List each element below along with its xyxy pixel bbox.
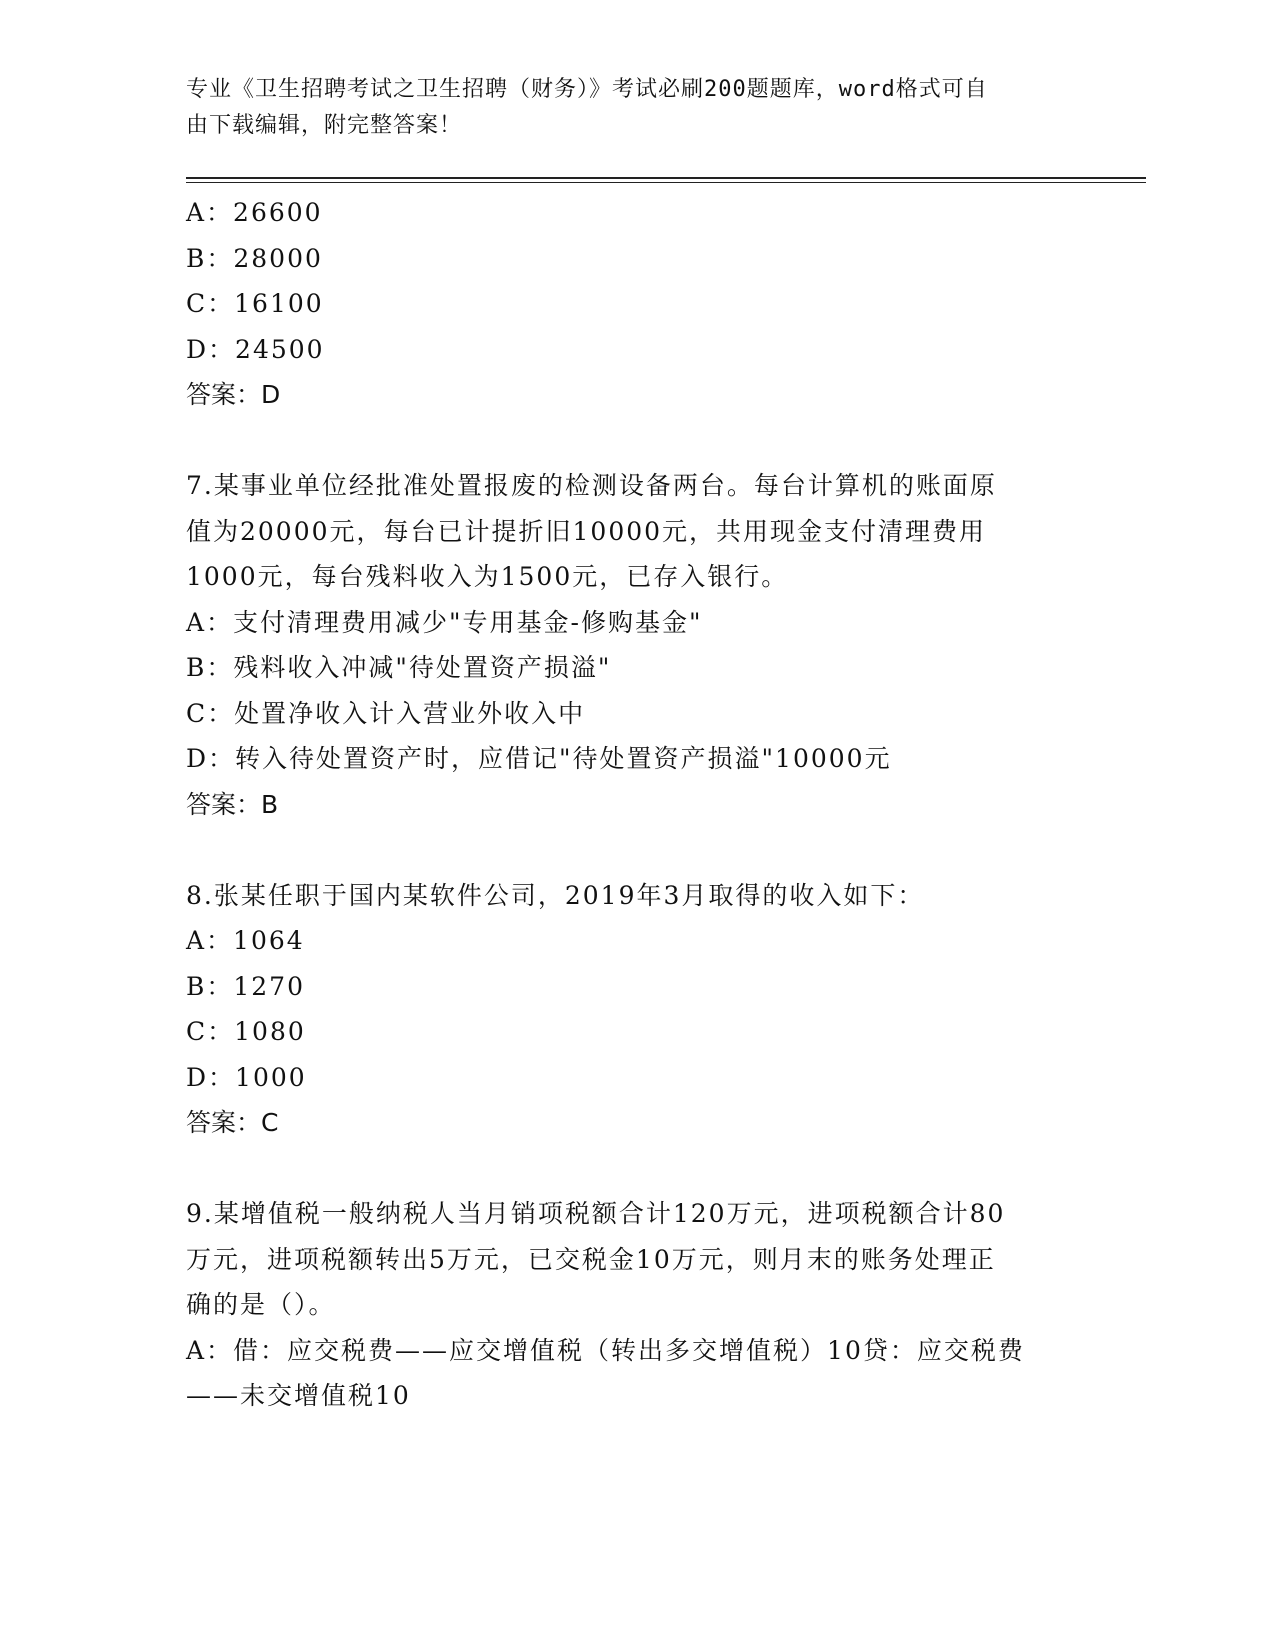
answer: 答案：D — [186, 380, 281, 409]
question-9 — [186, 1191, 1146, 1419]
option-b: B：残料收入冲减"待处置资产损溢" — [186, 653, 612, 682]
header-divider-thick — [186, 177, 1146, 179]
option-c: C：1080 — [186, 1017, 306, 1046]
option-b: B：28000 — [186, 243, 323, 273]
question-stem-line: 值为20000元，每台已计提折旧10000元，共用现金支付清理费用 — [186, 516, 987, 546]
header-divider-thin — [186, 182, 1146, 183]
question-7 — [186, 463, 1146, 827]
question-8 — [186, 873, 1146, 1146]
option-c: C：16100 — [186, 289, 324, 318]
page-header — [186, 72, 1046, 144]
question-stem-line: 8.张某任职于国内某软件公司，2019年3月取得的收入如下： — [186, 880, 925, 910]
question-stem-line: 7.某事业单位经批准处置报废的检测设备两台。每台计算机的账面原 — [186, 471, 997, 500]
question-stem-line: 确的是（）。 — [186, 1290, 336, 1319]
option-a: A：26600 — [186, 198, 323, 227]
question-stem-line: 1000元，每台残料收入为1500元，已存入银行。 — [186, 562, 789, 591]
header-title-line-1: 专业《卫生招聘考试之卫生招聘（财务）》考试必刷200题题库，word格式可自 — [186, 77, 988, 102]
option-c: C：处置净收入计入营业外收入中 — [186, 698, 586, 728]
question-content — [186, 190, 1146, 1419]
question-stem-line: 万元，进项税额转出5万元，已交税金10万元，则月末的账务处理正 — [186, 1244, 996, 1274]
option-b: B：1270 — [186, 971, 305, 1001]
option-a: A：支付清理费用减少"专用基金-修购基金" — [186, 607, 703, 637]
option-a: A：借：应交税费——应交增值税（转出多交增值税）10贷：应交税费 — [186, 1335, 1025, 1365]
option-a-continued: ——未交增值税10 — [186, 1381, 411, 1410]
question-stem-line: 9.某增值税一般纳税人当月销项税额合计120万元，进项税额合计80 — [186, 1199, 1006, 1228]
option-d: D：24500 — [186, 334, 325, 364]
question-6 — [186, 190, 1146, 418]
option-a: A：1064 — [186, 926, 305, 955]
answer: 答案：C — [186, 1108, 279, 1137]
option-d: D：转入待处置资产时，应借记"待处置资产损溢"10000元 — [186, 744, 892, 773]
header-title-line-2: 由下载编辑，附完整答案！ — [186, 113, 463, 138]
answer: 答案：B — [186, 789, 279, 819]
option-d: D：1000 — [186, 1062, 307, 1092]
